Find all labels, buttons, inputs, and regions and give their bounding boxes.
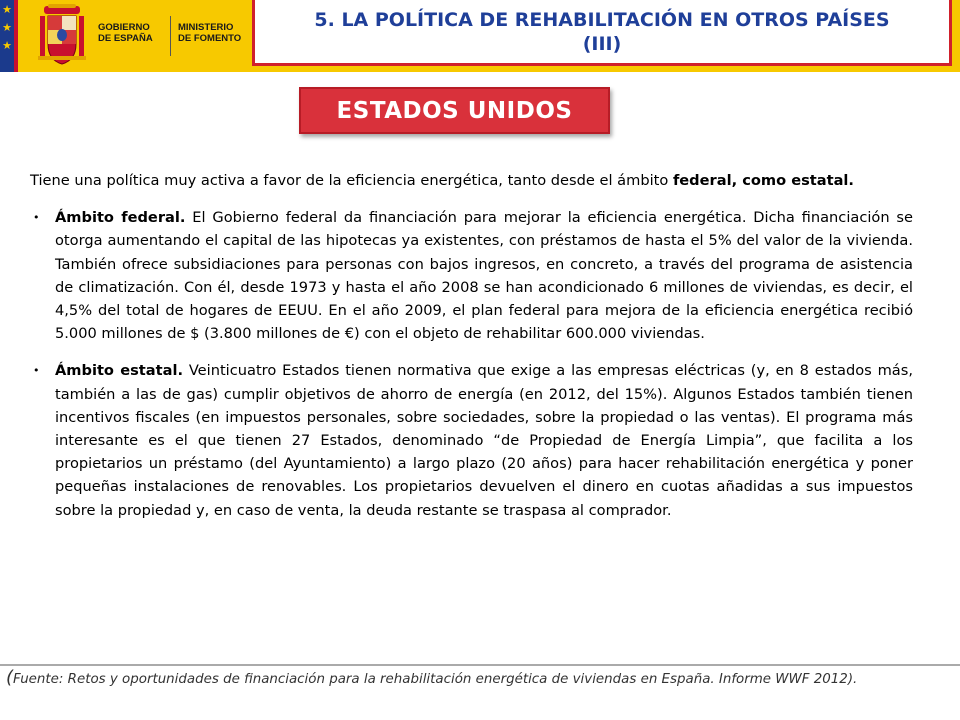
bullet-title: Ámbito federal. xyxy=(55,209,186,227)
bullet-text: Veinticuatro Estados tienen normativa que exige a las empresas eléctricas (y, en 8 estados más, también a las de gas) cumplir objetivos de ahorro de energía (en 2012, del 15%). Algunos Estados también tienen incentivos fiscales (en impuestos personales, sobre sociedades, sobre la propiedad o las ventas). El programa más interesante es el que tienen 27 Estados, denominado “de Propiedad de Energía Limpia”, que facilita a los propietarios un préstamo (del Ayuntamiento) a largo plazo (20 años) para hacer rehabilitación energética y poner pequeñas instalaciones de renovables. Los propietarios devuelven el dinero en cuotas añadidas a sus impuestos sobre la propiedad y, en caso de venta, la deuda restante se traspasa al comprador. xyxy=(55,362,913,519)
slide-title: 5. LA POLÍTICA DE REHABILITACIÓN EN OTROS PAÍSES (III) xyxy=(314,8,890,55)
intro-text: Tiene una política muy activa a favor de la eficiencia energética, tanto desde el ámbito xyxy=(30,172,673,189)
footer-divider xyxy=(0,664,960,666)
country-heading: ESTADOS UNIDOS xyxy=(299,87,610,134)
star-icon: ★ xyxy=(2,39,12,52)
gov-label: GOBIERNO DE ESPAÑA xyxy=(98,22,153,44)
coat-of-arms-icon xyxy=(38,4,86,68)
intro-paragraph xyxy=(30,169,913,192)
eu-flag-strip xyxy=(0,0,14,72)
footer-text: Fuente: Retos y oportunidades de financiación para la rehabilitación energética de viviendas en España. Informe WWF 2012). xyxy=(13,672,858,687)
header-bar xyxy=(0,0,960,72)
footer-open-paren: ( xyxy=(6,667,14,688)
star-icon: ★ xyxy=(2,3,12,16)
bullet-icon: • xyxy=(33,211,40,225)
footer-source xyxy=(6,668,954,690)
logo-divider xyxy=(170,16,171,56)
bullet-federal xyxy=(30,206,913,345)
government-logo xyxy=(18,0,250,72)
slide-title-box xyxy=(252,0,952,66)
bullet-title: Ámbito estatal. xyxy=(55,362,183,380)
star-icon: ★ xyxy=(2,21,12,34)
bullet-text: El Gobierno federal da financiación para mejorar la eficiencia energética. Dicha financiación se otorga aumentando el capital de las hipotecas ya existentes, con préstamos de hasta el 5% del valor de la vivienda. También ofrece subsidiaciones para personas con bajos ingresos, en concreto, a través del programa de asistencia de climatización. Con él, desde 1973 y hasta el año 2008 se han acondicionado 6 millones de viviendas, es decir, el 4,5% del total de hogares de EEUU. En el año 2009, el plan federal para mejora de la eficiencia energética recibió 5.000 millones de $ (3.800 millones de €) con el objeto de rehabilitar 600.000 viviendas. xyxy=(55,209,914,343)
bullet-icon: • xyxy=(33,364,40,378)
ministry-label: MINISTERIO DE FOMENTO xyxy=(178,22,242,44)
bullet-estatal xyxy=(30,359,913,521)
intro-bold: federal, como estatal. xyxy=(672,172,854,189)
body-content xyxy=(30,169,913,522)
